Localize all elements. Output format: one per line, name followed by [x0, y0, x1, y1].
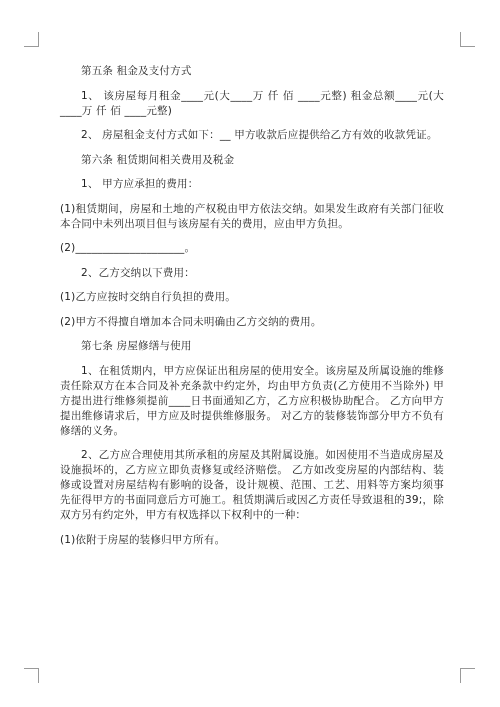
article-6-item-1-sub-2: (2)____________________。: [60, 242, 196, 254]
document-body: [60, 64, 444, 557]
article-6-item-2-sub-2: (2)甲方不得擅自增加本合同未明确由乙方交纳的费用。: [60, 315, 322, 328]
article-7-title: 第七条 房屋修缮与使用: [81, 340, 192, 352]
article-7-item-2: 2、乙方应合理使用其所承租的房屋及其附属设施。如因使用不当造成房屋及设施损坏的，乙方应立即负责修复或经济赔偿。 乙方如改变房屋的内部结构、装修或设置对房屋结构有影响的设备，设计规模、范围、工艺、用料等方案均须事先征得甲方的书面同意后方可施工。租赁期满后或因乙方责任导致退租的39;，除双方另有约定外，甲方有权选择以下权利中的一种：: [60, 449, 444, 521]
article-6-item-2-sub-1: (1)乙方应按时交纳自行负担的费用。: [60, 291, 236, 303]
article-5-item-1: 1、 该房屋每月租金____元(大____万 仟 佰 ____元整) 租金总额____元(大____万 仟 佰 ____元整): [60, 89, 444, 117]
article-7-item-1: 1、在租赁期内，甲方应保证出租房屋的使用安全。该房屋及所属设施的维修责任除双方在本合同及补充条款中约定外，均由甲方负责(乙方使用不当除外) 甲方提出进行维修须提前____日书面通知乙方，乙方应积极协助配合。 乙方向甲方提出维修请求后，甲方应及时提供维修服务。 对乙方的装修装饰部分甲方不负有修缮的义务。: [60, 364, 444, 437]
crop-mark-top-left: [24, 32, 39, 47]
article-5-item-2: 2、 房屋租金支付方式如下：__ 甲方收款后应提供给乙方有效的收款凭证。: [81, 129, 438, 141]
article-6-title: 第六条 租赁期间相关费用及税金: [81, 153, 235, 166]
article-6-item-1: 1、 甲方应承担的费用：: [81, 178, 199, 190]
crop-mark-bottom-left: [24, 668, 39, 683]
article-6-item-1-sub-1: (1)租赁期间，房屋和土地的产权税由甲方依法交纳。如果发生政府有关部门征收本合同中未列出项目但与该房屋有关的费用，应由甲方负担。: [60, 202, 444, 230]
article-6-item-2: 2、乙方交纳以下费用：: [81, 266, 195, 279]
article-5-title: 第五条 租金及支付方式: [81, 65, 192, 77]
crop-mark-bottom-right: [460, 668, 475, 683]
crop-mark-top-right: [460, 32, 475, 47]
article-7-item-2-sub-1: (1)依附于房屋的装修归甲方所有。: [60, 533, 226, 546]
